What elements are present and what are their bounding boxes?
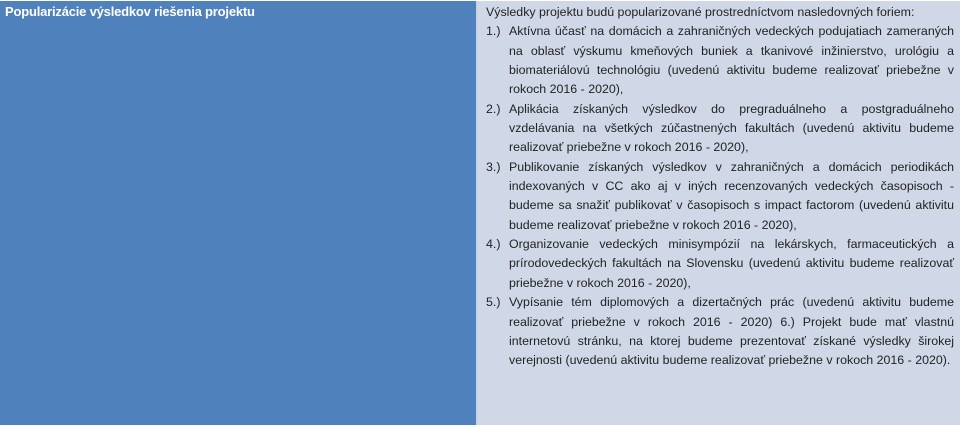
list-item (486, 235, 954, 293)
list-item-text: Vypísanie tém diplomových a dizertačných prác (uvedenú aktivitu budeme realizovať priebežne v rokoch 2016 - 2020) 6.) Projekt bude mať vlastnú internetovú stránku, na ktorej budeme prezentovať získané výsledky širokej verejnosti (uvedenú aktivitu budeme realizovať priebežne v rokoch 2016 - 2020). (509, 295, 954, 368)
list-item-text: Publikovanie získaných výsledkov v zahraničných a domácich periodikách indexovaných v CC ako aj v iných recenzovaných vedeckých časopisoch - budeme sa snažiť publikovať v časopisoch s impact factorom (uvedenú aktivitu budeme realizovať priebežne v rokoch 2016 - 2020), (509, 159, 954, 232)
row-label: Popularizácie výsledkov riešenia projektu (5, 4, 255, 19)
row-content-cell (478, 1, 960, 425)
list-item (486, 293, 954, 370)
table-row (0, 1, 960, 425)
list-item-number: 2.) (486, 101, 501, 116)
list-item-text: Aktívna účasť na domácich a zahraničných vedeckých podujatiach zameraných na oblasť výskumu kmeňových buniek a tkanivové inžinierstvo, urológiu a biomateriálovú technológiu (uvedenú aktivitu budeme realizovať priebežne v rokoch 2016 - 2020), (509, 24, 954, 97)
list-item-number: 4.) (486, 237, 501, 252)
list-item-text: Aplikácia získaných výsledkov do pregraduálneho a postgraduálneho vzdelávania na všetkých zúčastnených fakultách (uvedenú aktivitu budeme realizovať priebežne v rokoch 2016 - 2020), (509, 101, 954, 155)
list-item (486, 22, 954, 99)
list-item-number: 5.) (486, 295, 501, 310)
intro-text: Výsledky projektu budú popularizované prostredníctvom nasledovných foriem: (486, 5, 915, 19)
list-item-number: 3.) (486, 159, 501, 174)
list-item (486, 158, 954, 235)
list-item-text: Organizovanie vedeckých minisympózií na lekárskych, farmaceutických a prírodovedeckých fakultách na Slovensku (uvedenú aktivitu budeme realizovať priebežne v rokoch 2016 - 2020), (509, 237, 954, 290)
activity-list (486, 22, 954, 370)
list-item (486, 100, 954, 158)
row-label-cell (0, 1, 478, 425)
list-item-number: 1.) (486, 24, 501, 39)
